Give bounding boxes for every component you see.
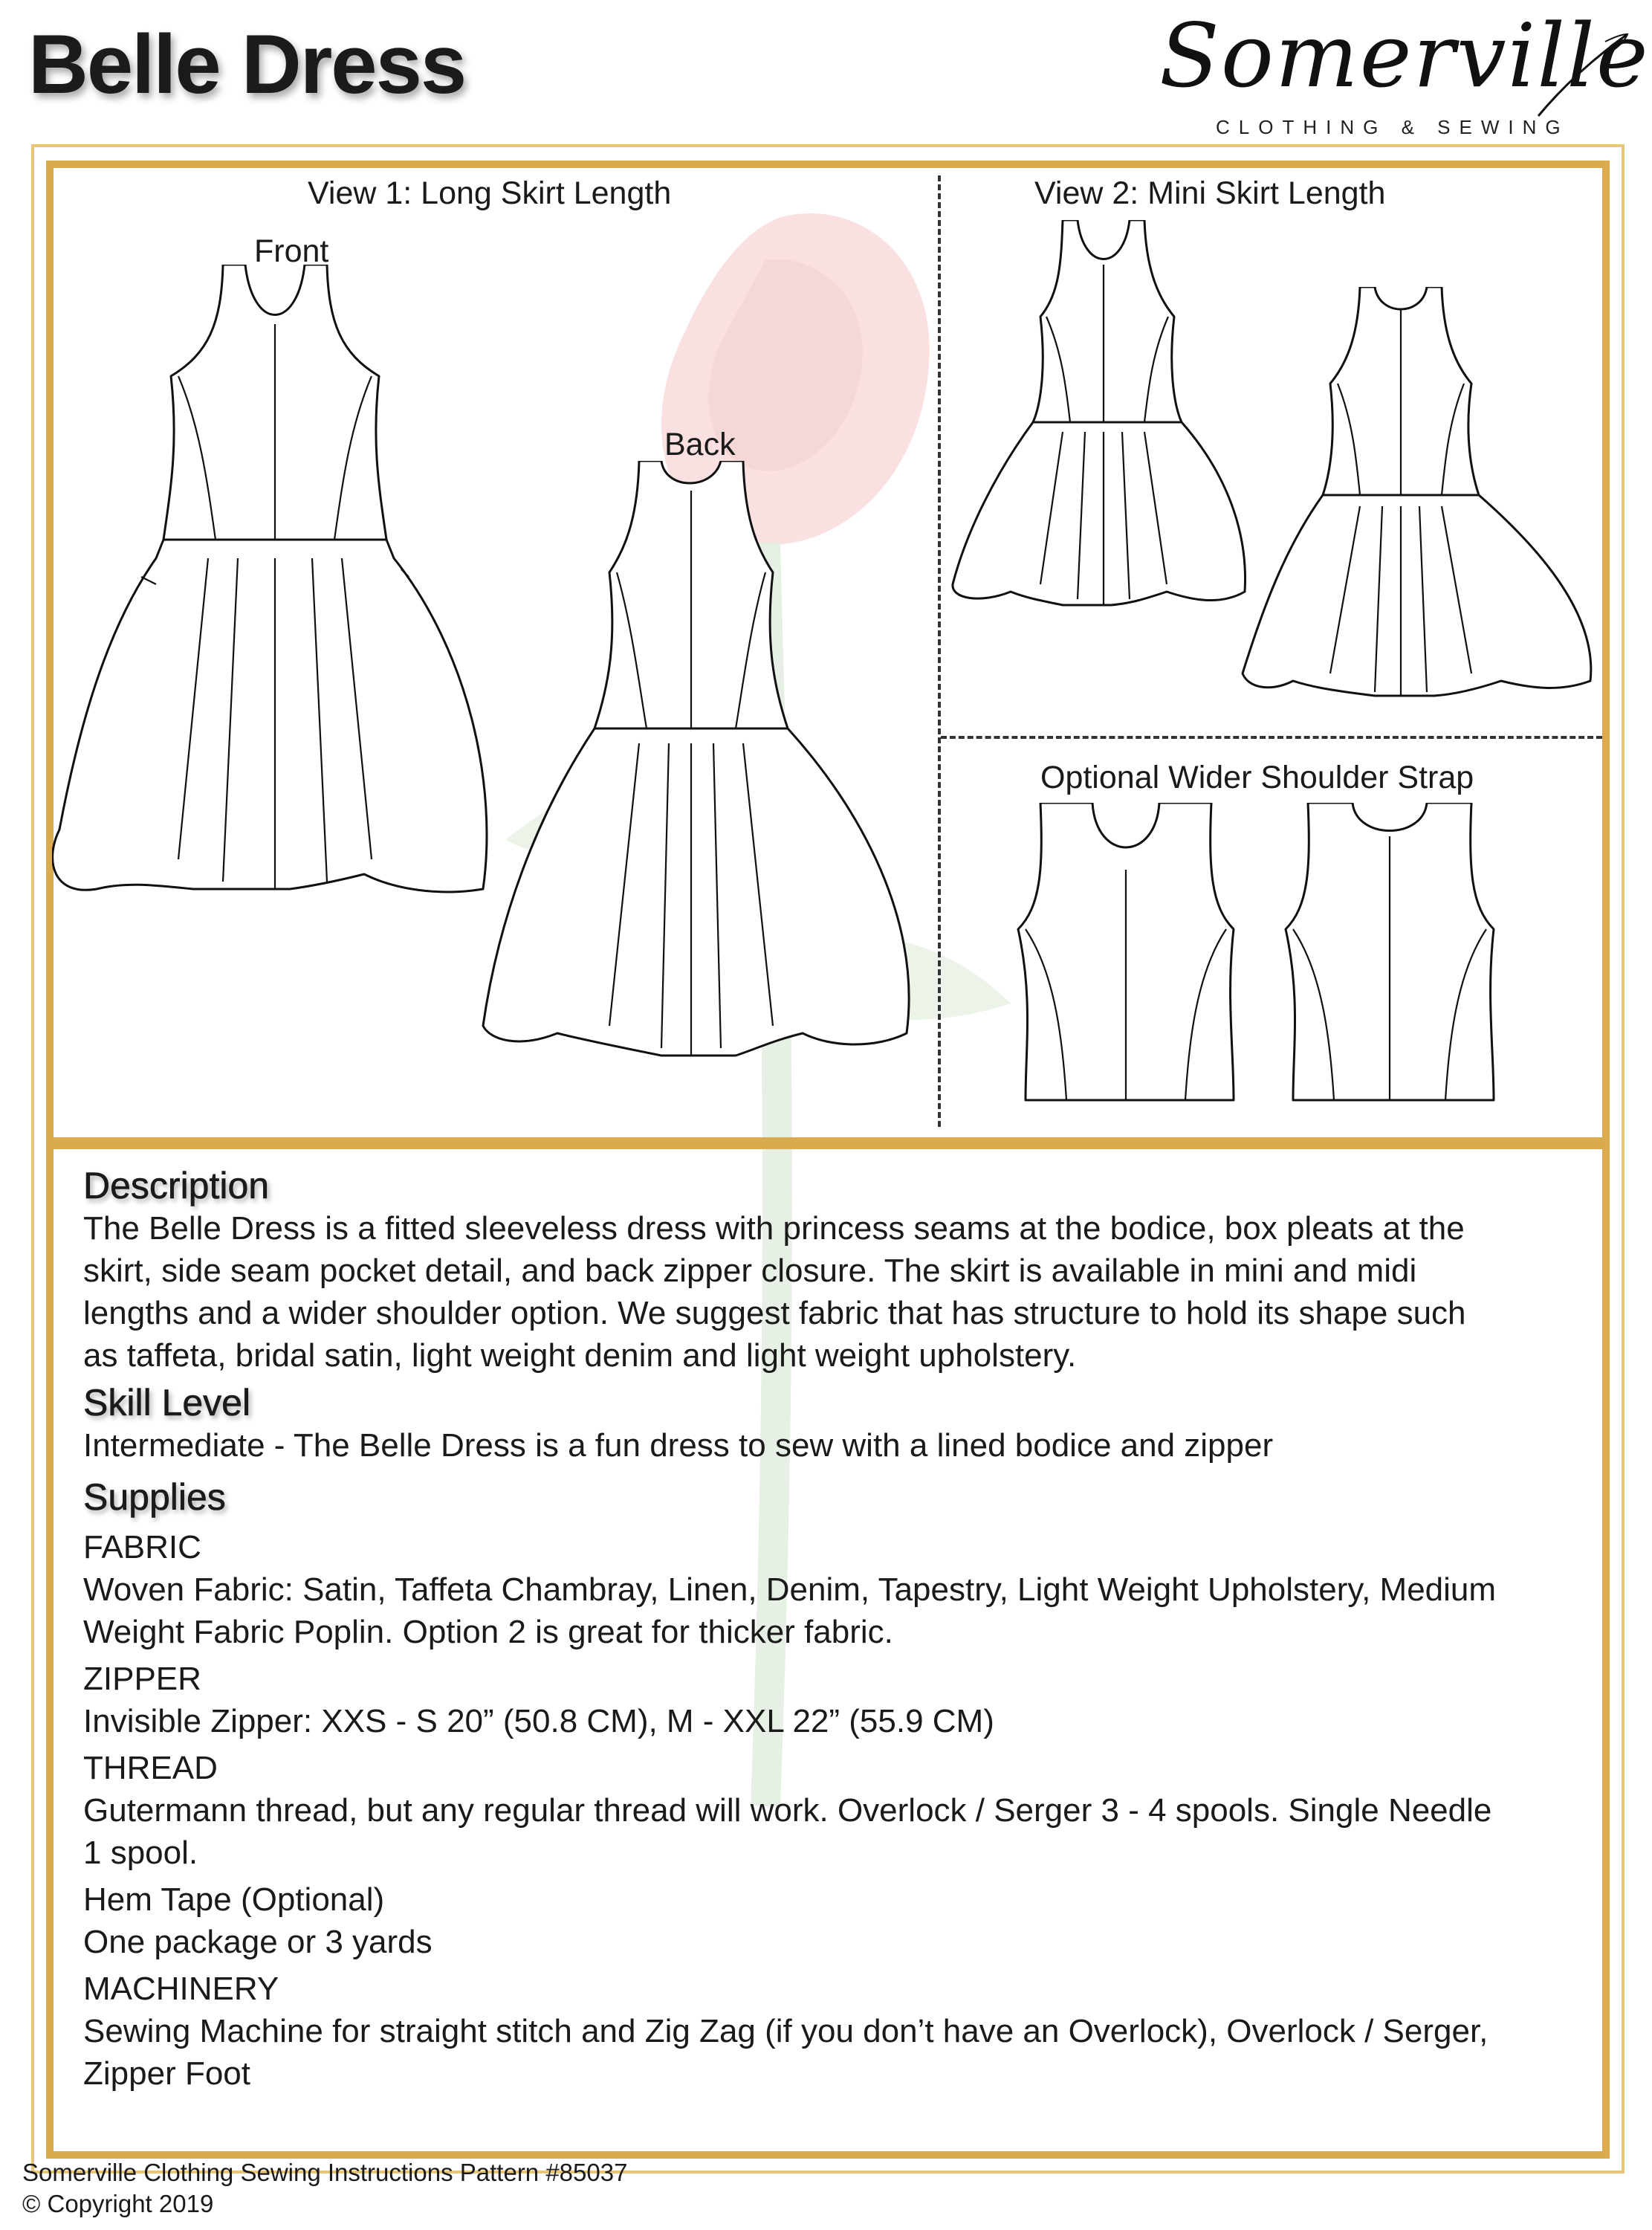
footer-pattern-line: Somerville Clothing Sewing Instructions Pattern #85037 — [22, 2159, 628, 2186]
fabric-line: Woven Fabric: Satin, Taffeta Chambray, Linen, Denim, Tapestry, Light Weight Upholstery, Medium — [83, 1571, 1497, 1608]
footer-copyright: © Copyright 2019 — [22, 2190, 214, 2217]
back-mini-dress-drawing — [1241, 287, 1613, 703]
thread-line: 1 spool. — [83, 1835, 198, 1871]
machinery-line: Sewing Machine for straight stitch and Zig Zag (if you don’t have an Overlock), Overlock / Serger, — [83, 2013, 1489, 2049]
hem-tape-label: Hem Tape (Optional) — [83, 1881, 385, 1918]
thread-line: Gutermann thread, but any regular thread will work. Overlock / Serger 3 - 4 spools. Single Needle — [83, 1792, 1492, 1829]
skill-text: Intermediate - The Belle Dress is a fun dress to sew with a lined bodice and zipper — [83, 1427, 1274, 1464]
front-mini-dress-drawing — [951, 220, 1263, 636]
description-line: The Belle Dress is a fitted sleeveless dress with princess seams at the bodice, box pleats at the — [83, 1210, 1465, 1247]
vertical-divider — [938, 175, 941, 1127]
machinery-label: MACHINERY — [83, 1971, 279, 2007]
wide-strap-front-drawing — [1011, 803, 1248, 1115]
view1-title: View 1: Long Skirt Length — [308, 175, 672, 211]
description-line: skirt, side seam pocket detail, and back zipper closure. The skirt is available in mini and midi — [83, 1253, 1417, 1289]
wide-strap-back-drawing — [1278, 803, 1516, 1115]
fabric-line: Weight Fabric Poplin. Option 2 is great for thicker fabric. — [83, 1614, 893, 1650]
fabric-label: FABRIC — [83, 1529, 201, 1565]
view2-title: View 2: Mini Skirt Length — [1034, 175, 1386, 211]
skill-heading: Skill Level — [83, 1382, 251, 1423]
strap-title: Optional Wider Shoulder Strap — [1040, 760, 1474, 795]
footer — [22, 2157, 627, 2220]
zipper-text: Invisible Zipper: XXS - S 20” (50.8 CM), M - XXL 22” (55.9 CM) — [83, 1703, 994, 1739]
front-label: Front — [254, 233, 329, 269]
supplies-heading: Supplies — [83, 1476, 226, 1518]
horizontal-divider — [941, 736, 1602, 739]
back-label: Back — [664, 427, 736, 462]
brand-logo — [1144, 4, 1650, 146]
description-line: as taffeta, bridal satin, light weight denim and light weight upholstery. — [83, 1337, 1077, 1374]
back-long-dress-drawing — [476, 461, 936, 1085]
zipper-label: ZIPPER — [83, 1661, 201, 1697]
needle-icon — [1531, 27, 1635, 131]
machinery-line: Zipper Foot — [83, 2055, 250, 2092]
description-heading: Description — [83, 1165, 270, 1206]
description-line: lengths and a wider shoulder option. We suggest fabric that has structure to hold its shape such — [83, 1295, 1466, 1331]
logo-tagline: CLOTHING & SEWING — [1216, 116, 1570, 138]
logo-script: Somerville — [1159, 4, 1650, 107]
front-long-dress-drawing — [52, 265, 498, 934]
thread-label: THREAD — [83, 1750, 218, 1786]
page-title: Belle Dress — [28, 18, 466, 111]
hem-tape-text: One package or 3 yards — [83, 1924, 433, 1960]
text-content — [83, 1164, 1599, 2095]
